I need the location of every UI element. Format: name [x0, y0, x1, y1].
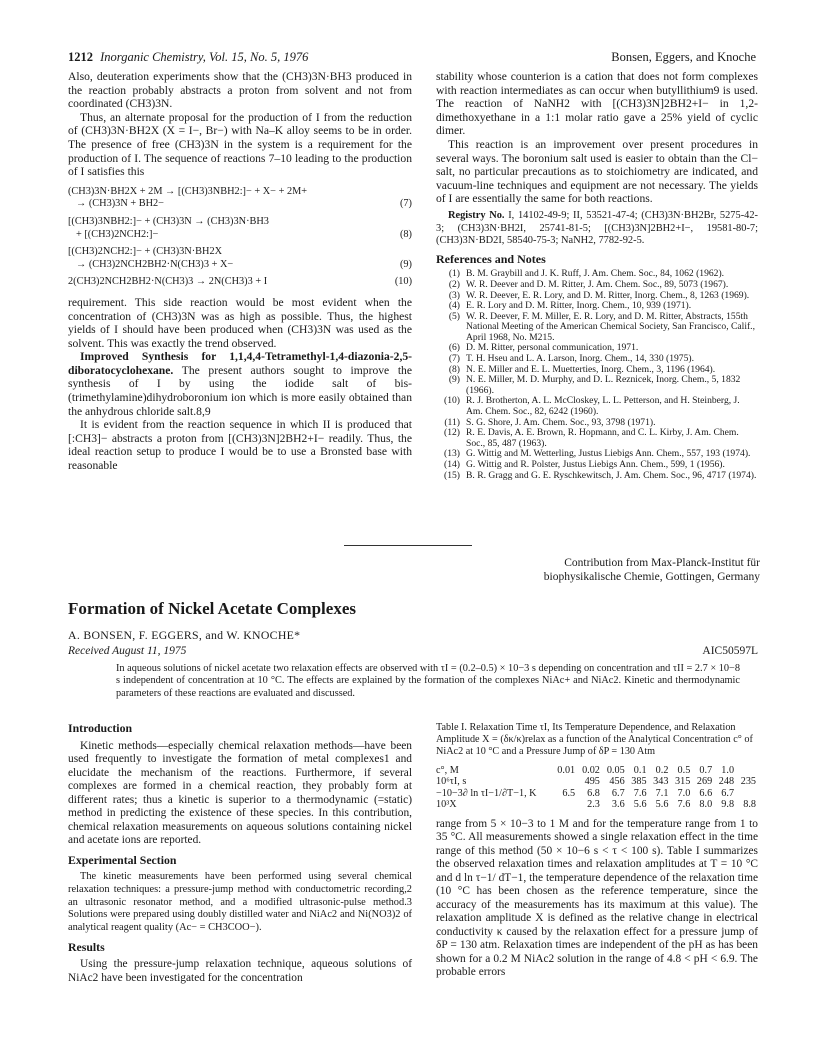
- previous-article-right-column: [436, 70, 758, 481]
- reference-text: S. G. Shore, J. Am. Chem. Soc., 93, 3798 (1971).: [466, 416, 656, 428]
- article-right-column: [436, 722, 758, 980]
- reference-number: (2): [448, 278, 460, 290]
- registry-label: Registry No.: [448, 209, 505, 221]
- table-cell: 0.02: [582, 764, 600, 776]
- table-row: [436, 776, 758, 788]
- table-cell: 269: [696, 776, 713, 788]
- reference-item: [436, 375, 758, 396]
- paragraph: It is evident from the reaction sequence in which II is produced that [:CH3]− abstracts a proton from [(CH3)3N]2BH2+I− readily. Thus, the ideal reaction setup to produce I would be to use a Bronsted base with reasonable: [68, 418, 412, 473]
- reference-item: [436, 312, 758, 344]
- table-cell: 7.1: [655, 787, 669, 799]
- equation-10: [68, 276, 412, 289]
- reference-text: R. E. Davis, A. E. Brown, R. Hopmann, and C. L. Kirby, J. Am. Chem. Soc., 85, 487 (1963).: [466, 427, 739, 449]
- table-row: [436, 765, 758, 777]
- reference-number: (12): [444, 427, 460, 439]
- paragraph: Also, deuteration experiments show that the (CH3)3N·BH3 produced in the reaction probably abstracts a proton from solvent and not from coordinated (CH3)3N.: [68, 70, 412, 111]
- reference-text: B. R. Gragg and G. E. Ryschkewitsch, J. Am. Chem. Soc., 96, 4717 (1974).: [466, 469, 757, 481]
- reference-text: W. R. Deever, F. M. Miller, E. R. Lory, and D. M. Ritter, Abstracts, 155th National Meeting of the American Chemical Society, San Francisco, Calif., April 1968, No. M215.: [466, 310, 755, 343]
- reference-item: [436, 396, 758, 417]
- abstract: In aqueous solutions of nickel acetate two relaxation effects are observed with τI = (0.2–0.5) × 10−3 s depending on concentration and τII = 2.7 × 10−8 s independent of concentration at 10 °C. The effects are explained by the formation of the complexes NiAc+ and NiAc2. Kinetic and thermodynamic parameters of these reactions are evaluated and discussed.: [116, 663, 740, 699]
- reference-item: [436, 428, 758, 449]
- table-cell: 315: [675, 776, 691, 788]
- equation-line: 2(CH3)2NCH2BH2·N(CH3)3 → 2N(CH3)3 + I: [68, 276, 268, 288]
- run-in-heading: Improved Synthesis for 1,1,4,4-Tetramethyl-1,4-diazonia-2,5-diboratocyclohexane.: [68, 350, 412, 377]
- reference-number: (15): [444, 469, 460, 481]
- reference-text: N. E. Miller and E. L. Muetterties, Inorg. Chem., 3, 1196 (1964).: [466, 363, 716, 375]
- paragraph: Thus, an alternate proposal for the production of I from the reduction of (CH3)3N·BH2X (X = I−, Br−) with Na–K alloy seems to be in order. The presence of free (CH3)3N in the system is a requirement for the production of I. The sequence of reactions 7–10 leading to the production of I satisfies this: [68, 110, 412, 179]
- table-cell: 6.6: [699, 787, 713, 799]
- table-cell: 1.0: [721, 764, 735, 776]
- equation-line: (CH3)3N·BH2X + 2M → [(CH3)3NBH2:]− + X− + 2M+: [68, 185, 308, 197]
- equation-number: (7): [399, 198, 412, 210]
- table-cell: 5.6: [655, 799, 669, 811]
- running-header: [68, 50, 756, 65]
- table-cell: 6.8: [587, 787, 600, 799]
- table-cell: 3.6: [611, 799, 625, 811]
- paragraph: requirement. This side reaction would be most evident when the concentration of (CH3)3N was as high as possible. Thus, the highest yields of I should have been produced when (CH3)3N was used as the solvent. This was exactly the trend observed.: [68, 295, 412, 350]
- table-cell: 0.2: [655, 764, 669, 776]
- reference-text: E. R. Lory and D. M. Ritter, Inorg. Chem., 10, 939 (1971).: [466, 300, 692, 312]
- table-cell: 6.7: [721, 787, 735, 799]
- reference-text: W. R. Deever, E. R. Lory, and D. M. Ritter, Inorg. Chem., 8, 1263 (1969).: [466, 289, 750, 301]
- table-caption: Table I. Relaxation Time τI, Its Temperature Dependence, and Relaxation Amplitude X = (δκ/κ)relax as a function of the Analytical Concentration c° of NiAc2 at 10 °C and a Pressure Jump of δP = 130 Atm: [436, 722, 753, 758]
- section-heading-results: Results: [68, 939, 105, 954]
- page-number: 1212: [68, 50, 93, 64]
- table-cell: 5.6: [633, 799, 647, 811]
- journal-citation: Inorganic Chemistry, Vol. 15, No. 5, 1976: [100, 50, 309, 64]
- table-cell: [552, 776, 577, 788]
- section-heading-introduction: Introduction: [68, 721, 133, 735]
- reference-text: D. M. Ritter, personal communication, 1971.: [466, 342, 639, 354]
- reference-text: R. J. Brotherton, A. L. McCloskey, L. L. Petterson, and H. Steinberg, J. Am. Chem. Soc., 82, 6242 (1960).: [466, 395, 740, 418]
- reference-number: (4): [448, 300, 460, 312]
- table-cell: 0.1: [633, 764, 647, 776]
- reference-number: (1): [448, 268, 460, 280]
- registry-numbers: [436, 210, 758, 248]
- table-cell: 248: [718, 776, 735, 788]
- table-cell: 2.3: [587, 799, 600, 811]
- equation-number: (10): [394, 276, 412, 288]
- table-cell: [552, 799, 577, 811]
- table-cell: 8.8: [743, 799, 756, 811]
- row-label: c°, M: [436, 764, 459, 776]
- paragraph-text: The present authors sought to improve the synthesis of I by using the iodide salt of bis-(trimethylamine)dihydroboronium ion which is more easily obtained than the anhydrous chloride salt.8,9: [68, 363, 412, 418]
- table-cell: 7.0: [677, 787, 691, 799]
- row-label: 10³X: [436, 799, 457, 811]
- row-label: 10⁶τI, s: [436, 776, 467, 788]
- contribution-affiliation: [460, 557, 760, 584]
- reference-text: G. Wittig and M. Wetterling, Justus Liebigs Ann. Chem., 557, 193 (1974).: [466, 448, 751, 460]
- section-heading-experimental: Experimental Section: [68, 852, 177, 867]
- table-cell: 235: [740, 776, 756, 788]
- affiliation-line: Contribution from Max-Planck-Institut für: [564, 557, 760, 569]
- equation-line: + [(CH3)2NCH2:]−: [76, 228, 159, 240]
- equation-number: (9): [399, 258, 412, 270]
- paragraph-with-heading: [68, 350, 412, 418]
- table-cell: 7.6: [633, 787, 647, 799]
- reference-item: [436, 471, 758, 482]
- reaction-equations: [68, 186, 412, 289]
- table-cell: 0.7: [699, 764, 713, 776]
- table-cell: 495: [584, 776, 600, 788]
- paragraph: range from 5 × 10−3 to 1 M and for the temperature range from 1 to 35 °C. All measurements showed a single relaxation effect in the time range of this method (50 × 10−6 s < τ < 100 s). Table I summarizes the observed relaxation times and relaxation amplitudes at T = 10 °C and d ln τ−1/ dT−1, the temperature dependence of the relaxation time (10 °C has been chosen as the reference temperature, since the accuracy of the measurements has its maximum at this value). The relaxation amplitude X is defined as the relative change in electrical conductivity κ caused by the relaxation effect for a pressure jump of δP = 130 atm. Relaxation times are independent of the pH as has been shown for a 0.2 M NiAc2 solution in the range of 4.8 < pH < 6.9. The probable errors: [436, 817, 758, 979]
- paragraph: stability whose counterion is a cation that does not form complexes with reaction intermediates as can occur when butyllithium9 is used. The reaction of NaNH2 with [(CH3)3N]2BH2+I− in 1,2-dimethoxyethane in a 1:1 molar ratio gave a 25% yield of cyclic dimer.: [436, 70, 758, 138]
- reference-text: W. R. Deever and D. M. Ritter, J. Am. Chem. Soc., 89, 5073 (1967).: [466, 278, 729, 290]
- table-cell: 343: [653, 776, 669, 788]
- table-cell: 385: [631, 776, 647, 788]
- table-cell: 0.01: [557, 764, 576, 776]
- references-heading: References and Notes: [436, 251, 546, 266]
- table-cell: 0.5: [677, 764, 691, 776]
- table-row: [436, 788, 758, 800]
- article-authors: A. BONSEN, F. EGGERS, and W. KNOCHE*: [68, 628, 301, 642]
- equation-line: → (CH3)3N + BH2−: [76, 198, 164, 210]
- equation-line: [(CH3)2NCH2:]− + (CH3)3N·BH2X: [68, 246, 223, 258]
- affiliation-line: biophysikalische Chemie, Gottingen, Germany: [543, 570, 760, 583]
- reference-number: (3): [448, 289, 460, 301]
- reference-text: T. H. Hseu and L. A. Larson, Inorg. Chem., 14, 330 (1975).: [466, 353, 694, 365]
- reference-text: G. Wittig and R. Polster, Justus Liebigs Ann. Chem., 599, 1 (1956).: [466, 459, 725, 470]
- article-divider: [344, 545, 472, 546]
- received-date: Received August 11, 1975: [68, 645, 187, 657]
- equation-7: [68, 186, 412, 211]
- reference-text: N. E. Miller, M. D. Murphy, and D. L. Reznicek, Inorg. Chem., 5, 1832 (1966).: [466, 374, 741, 396]
- reference-number: (9): [448, 374, 460, 386]
- table-cell: 0.05: [606, 764, 625, 776]
- table-cell: 7.6: [677, 799, 691, 811]
- article-left-column: [68, 722, 412, 985]
- paragraph: Using the pressure-jump relaxation technique, aqueous solutions of NiAc2 have been investigated for the concentration: [68, 958, 412, 984]
- table-cell: 9.8: [721, 799, 735, 811]
- reference-number: (7): [448, 353, 460, 365]
- table-cell: 6.5: [562, 787, 576, 799]
- reference-number: (8): [448, 363, 460, 375]
- reference-text: B. M. Graybill and J. K. Ruff, J. Am. Chem. Soc., 84, 1062 (1962).: [466, 268, 725, 280]
- reference-number: (11): [444, 416, 460, 428]
- previous-article-left-column: [68, 70, 412, 473]
- reference-number: (10): [444, 395, 460, 407]
- reference-number: (13): [444, 448, 460, 460]
- references-list: [436, 269, 758, 481]
- paragraph: The kinetic measurements have been performed using several chemical relaxation techniques: a pressure-jump method with conductometric recording,2 an ultrasonic resonator method, and a modified ultrasonic-pulse method.3 Solutions were prepared using doubly distilled water and NiAc2 and Ni(NO3)2 of analytical reagent quality (Ac− = CH3COO−).: [68, 871, 412, 934]
- table-cell: 8.0: [699, 799, 713, 811]
- row-label: −10−3∂ ln τI−1/∂T−1, K: [436, 787, 537, 799]
- header-authors: Bonsen, Eggers, and Knoche: [611, 50, 756, 64]
- registry-text: I, 14102-49-9; II, 53521-47-4; (CH3)3N·BH2Br, 5275-42-3; (CH3)3N·BH2I, 25741-81-5; [(CH3)3N]2BH2+I−, 19581-80-7; (CH3)3N·BD2I, 58540-75-3; NaNH2, 7782-92-5.: [436, 209, 759, 247]
- equation-line: [(CH3)3NBH2:]− + (CH3)3N → (CH3)3N·BH3: [68, 215, 269, 227]
- table-cell: 6.7: [611, 787, 625, 799]
- equation-9: [68, 246, 412, 271]
- paragraph: Kinetic methods—especially chemical relaxation methods—have been used frequently to investigate the formation of metal complexes1 and elucidate the mechanism of the reactions. Furthermore, if several complexes are formed in a chemical reaction, they probably form at different rates; thus a kinetic is superior to a thermodynamic (=static) method in predicting the existence of these species. In this contribution, chemical relaxation measurements on aqueous solutions containing nickel and acetate ions are reported.: [68, 739, 412, 846]
- manuscript-code: AIC50597L: [702, 645, 758, 657]
- equation-8: [68, 216, 412, 241]
- table-row: [436, 799, 758, 811]
- reference-number: (5): [448, 310, 460, 322]
- equation-number: (8): [399, 228, 412, 240]
- article-title: Formation of Nickel Acetate Complexes: [68, 599, 356, 618]
- data-table: [436, 765, 758, 811]
- paragraph: This reaction is an improvement over present procedures in several ways. The boronium salt used is easier to obtain than the Cl− salt, no particular precautions as to stoichiometry are indicated, and vacuum-line techniques and equipment are not necessary. The yields of I are essentially the same for both reactions.: [436, 137, 758, 206]
- reference-number: (14): [444, 459, 460, 470]
- equation-line: → (CH3)2NCH2BH2·N(CH3)3 + X−: [76, 258, 234, 270]
- table-cell: 456: [609, 776, 625, 788]
- reference-number: (6): [448, 342, 460, 354]
